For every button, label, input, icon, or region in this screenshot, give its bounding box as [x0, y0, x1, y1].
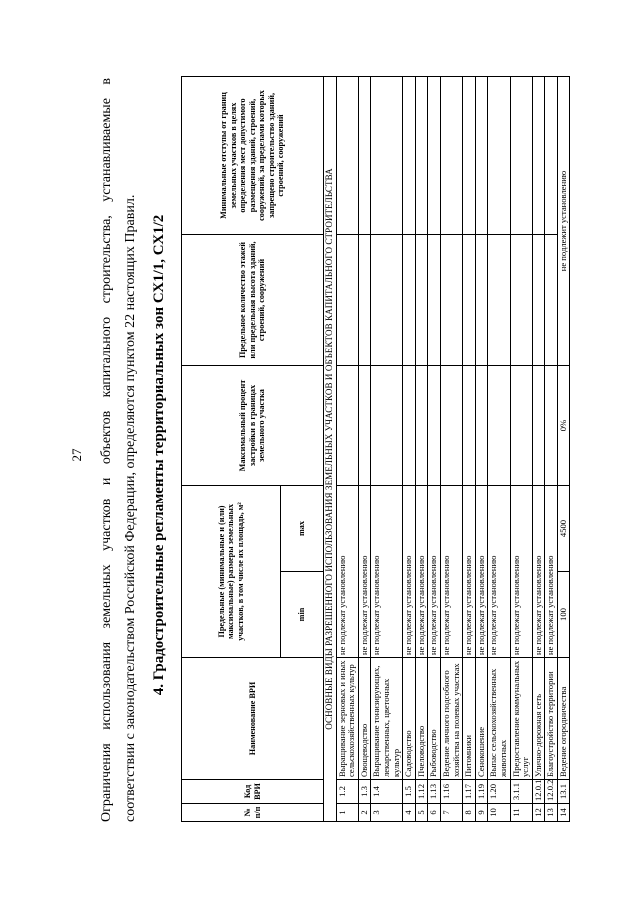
cell-floors-setback: не подлежит установлению: [557, 77, 570, 366]
cell-num: 9: [475, 804, 488, 822]
table-row: [415, 77, 428, 822]
cell-code: 12.0.1: [532, 780, 545, 804]
cell-floors: [415, 235, 428, 366]
cell-num: 11: [510, 804, 532, 822]
table-row: [336, 77, 358, 822]
cell-setback: [510, 77, 532, 235]
table-row: [532, 77, 545, 822]
cell-percent: [440, 366, 462, 486]
cell-floors: [488, 235, 510, 366]
table-row: [510, 77, 532, 822]
cell-percent: [428, 366, 441, 486]
header-size: Предельные (минимальные и (или) максимальные) размеры земельных участков, в том числе их площадь, м²: [182, 486, 281, 658]
cell-floors: [475, 235, 488, 366]
cell-num: 5: [415, 804, 428, 822]
cell-setback: [403, 77, 416, 235]
cell-code: 1.17: [463, 780, 476, 804]
cell-setback: [440, 77, 462, 235]
cell-percent: 0%: [557, 366, 570, 486]
cell-size-not-set: не подлежат установлению: [532, 486, 545, 658]
cell-num: 13: [545, 804, 558, 822]
cell-floors: [545, 235, 558, 366]
table-row: [428, 77, 441, 822]
cell-size-not-set: не подлежат установлению: [336, 486, 358, 658]
table-row: [545, 77, 558, 822]
cell-setback: [428, 77, 441, 235]
cell-num: 2: [358, 804, 371, 822]
table-row: [475, 77, 488, 822]
table-row: [371, 77, 403, 822]
cell-num: 10: [488, 804, 510, 822]
cell-code: 1.12: [415, 780, 428, 804]
cell-floors: [358, 235, 371, 366]
cell-name: Улично-дорожная сеть: [532, 658, 545, 780]
page-number: 27: [69, 448, 84, 462]
table-row: [488, 77, 510, 822]
cell-size-not-set: не подлежат установлению: [428, 486, 441, 658]
cell-floors: [403, 235, 416, 366]
cell-name: Питомники: [463, 658, 476, 780]
cell-percent: [463, 366, 476, 486]
header-size-max: max: [281, 486, 324, 572]
cell-min: 100: [557, 572, 570, 658]
cell-name: Сенокошение: [475, 658, 488, 780]
cell-name: Выпас сельскохозяйственных животных: [488, 658, 510, 780]
cell-floors: [336, 235, 358, 366]
cell-setback: [336, 77, 358, 235]
cell-floors: [510, 235, 532, 366]
cell-name: Благоустройство территории: [545, 658, 558, 780]
cell-setback: [371, 77, 403, 235]
cell-setback: [358, 77, 371, 235]
cell-size-not-set: не подлежат установлению: [403, 486, 416, 658]
table-row: [557, 77, 570, 822]
cell-num: 6: [428, 804, 441, 822]
cell-size-not-set: не подлежат установлению: [475, 486, 488, 658]
cell-percent: [475, 366, 488, 486]
cell-setback: [415, 77, 428, 235]
cell-percent: [336, 366, 358, 486]
header-percent: Максимальный процент застройки в границах земельного участка: [182, 366, 324, 486]
header-num: № п/п: [182, 804, 324, 822]
section-heading: 4. Градостроительные регламенты территориальных зон СХ1/1, СХ1/2: [151, 214, 167, 696]
intro-line-1: Ограничения использования земельных участков и объектов капитального строительства, устанавливаемые в: [99, 78, 114, 822]
table-row: [358, 77, 371, 822]
cell-code: 13.1: [557, 780, 570, 804]
cell-percent: [415, 366, 428, 486]
cell-code: 3.1.1: [510, 780, 532, 804]
cell-name: Ведение личного подсобного хозяйства на полевых участках: [440, 658, 462, 780]
cell-percent: [358, 366, 371, 486]
cell-code: 1.3: [358, 780, 371, 804]
regulations-table: [181, 76, 570, 822]
cell-setback: [545, 77, 558, 235]
cell-num: 14: [557, 804, 570, 822]
cell-size-not-set: не подлежат установлению: [358, 486, 371, 658]
header-size-min: min: [281, 572, 324, 658]
cell-floors: [428, 235, 441, 366]
cell-name: Овощеводство: [358, 658, 371, 780]
table-row: [403, 77, 416, 822]
cell-code: 1.13: [428, 780, 441, 804]
cell-percent: [510, 366, 532, 486]
cell-num: 7: [440, 804, 462, 822]
cell-name: Выращивание зерновых и иных сельскохозяйственных культур: [336, 658, 358, 780]
cell-setback: [463, 77, 476, 235]
cell-num: 4: [403, 804, 416, 822]
cell-num: 1: [336, 804, 358, 822]
intro-line-2: соответствии с законодательством Российской Федерации, определяются пунктом 22 настоящих Правил.: [123, 194, 138, 822]
cell-percent: [403, 366, 416, 486]
cell-size-not-set: не подлежат установлению: [545, 486, 558, 658]
cell-name: Рыбоводство: [428, 658, 441, 780]
cell-code: 12.0.2: [545, 780, 558, 804]
cell-floors: [371, 235, 403, 366]
cell-num: 8: [463, 804, 476, 822]
cell-num: 3: [371, 804, 403, 822]
rotated-page: [65, 60, 585, 850]
cell-name: Пчеловодство: [415, 658, 428, 780]
cell-percent: [532, 366, 545, 486]
cell-size-not-set: не подлежат установлению: [488, 486, 510, 658]
table-row: [463, 77, 476, 822]
cell-code: 1.16: [440, 780, 462, 804]
table-body: [336, 77, 570, 822]
cell-name: Предоставление коммунальных услуг: [510, 658, 532, 780]
cell-code: 1.20: [488, 780, 510, 804]
cell-code: 1.4: [371, 780, 403, 804]
cell-size-not-set: не подлежат установлению: [463, 486, 476, 658]
cell-code: 1.5: [403, 780, 416, 804]
cell-setback: [488, 77, 510, 235]
header-code: Код ВРИ: [182, 780, 324, 804]
cell-percent: [371, 366, 403, 486]
cell-floors: [463, 235, 476, 366]
cell-percent: [545, 366, 558, 486]
cell-percent: [488, 366, 510, 486]
cell-floors: [440, 235, 462, 366]
cell-code: 1.2: [336, 780, 358, 804]
cell-size-not-set: не подлежат установлению: [415, 486, 428, 658]
cell-size-not-set: не подлежат установлению: [440, 486, 462, 658]
cell-max: 4500: [557, 486, 570, 572]
cell-size-not-set: не подлежат установлению: [510, 486, 532, 658]
header-name: Наименование ВРИ: [182, 658, 324, 780]
header-setback: Минимальные отступы от границ земельных участков в целях определения мест допустимого размещения зданий, строений, сооружений, за пределами которых запрещено строительство зданий, строений, сооружений: [182, 77, 324, 235]
cell-setback: [475, 77, 488, 235]
cell-name: Ведение огородничества: [557, 658, 570, 780]
header-floors: Предельное количество этажей или предельная высота зданий, строений, сооружений: [182, 235, 324, 366]
cell-name: Выращивание тонизирующих, лекарственных, цветочных культур: [371, 658, 403, 780]
cell-name: Садоводство: [403, 658, 416, 780]
cell-setback: [532, 77, 545, 235]
cell-code: 1.19: [475, 780, 488, 804]
cell-floors: [532, 235, 545, 366]
cell-num: 12: [532, 804, 545, 822]
cell-size-not-set: не подлежат установлению: [371, 486, 403, 658]
table-row: [440, 77, 462, 822]
section-main-uses: ОСНОВНЫЕ ВИДЫ РАЗРЕШЕННОГО ИСПОЛЬЗОВАНИЯ ЗЕМЕЛЬНЫХ УЧАСТКОВ И ОБЪЕКТОВ КАПИТАЛЬНОГО СТРОИТЕЛЬСТВА: [324, 77, 337, 822]
